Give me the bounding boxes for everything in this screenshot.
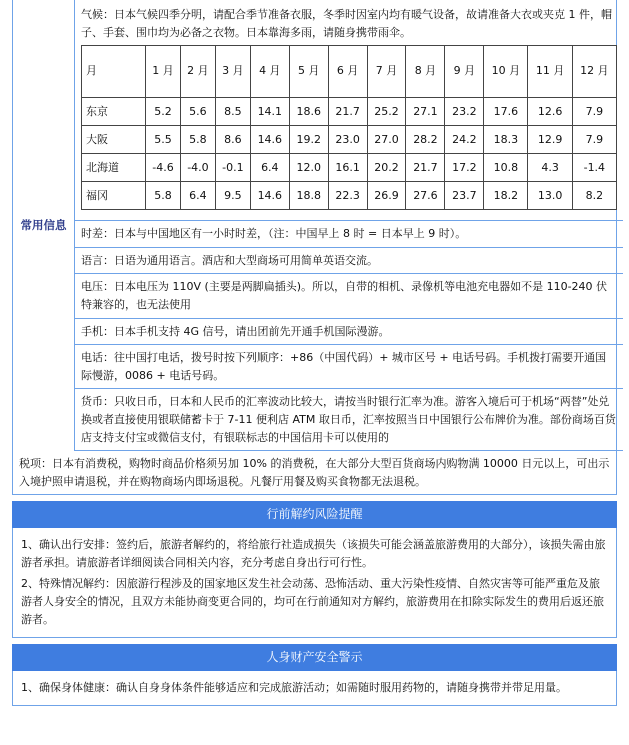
temperature-cell: 27.6 (406, 182, 445, 210)
phone-row: 电话：往中国打电话，拨号时按下列顺序：+86（中国代码）+ 城市区号 + 电话号码。手机拨打需要开通国际慢游，0086 + 电话号码。 (75, 345, 623, 389)
temperature-cell: 23.0 (328, 126, 367, 154)
temperature-cell: 18.6 (289, 98, 328, 126)
temperature-cell: 23.2 (445, 98, 484, 126)
temperature-cell: 12.9 (528, 126, 572, 154)
table-corner: 月 (82, 46, 146, 98)
temperature-cell: 21.7 (406, 154, 445, 182)
temperature-cell: 8.2 (572, 182, 616, 210)
month-header: 6 月 (328, 46, 367, 98)
month-header: 11 月 (528, 46, 572, 98)
time-diff-row: 时差：日本与中国地区有一小时时差，（注：中国早上 8 时 = 日本早上 9 时）。 (75, 221, 623, 248)
temperature-cell: 6.4 (250, 154, 289, 182)
temperature-cell: 17.2 (445, 154, 484, 182)
temperature-cell: 21.7 (328, 98, 367, 126)
temperature-cell: 14.1 (250, 98, 289, 126)
common-info-section (12, 0, 617, 451)
temperature-cell: 5.8 (180, 126, 215, 154)
tax-row: 税项：日本有消费税，购物时商品价格须另加 10% 的消费税，在大部分大型百货商场内购物满 10000 日元以上，可出示入境护照申请退税，并在购物商场内即场退税。凡餐厅用餐及购买食物都无法退税。 (12, 451, 617, 495)
language-row: 语言：日语为通用语言。酒店和大型商场可用简单英语交流。 (75, 248, 623, 275)
temperature-cell: 18.8 (289, 182, 328, 210)
month-header: 2 月 (180, 46, 215, 98)
temperature-cell: 26.9 (367, 182, 406, 210)
mobile-row: 手机：日本手机支持 4G 信号，请出团前先开通手机国际漫游。 (75, 319, 623, 346)
common-info-label: 常用信息 (13, 0, 75, 451)
cancellation-item: 1、确认出行安排：签约后，旅游者解约的，将给旅行社造成损失（该损失可能会涵盖旅游费用的大部分），该损失需由旅游者承担。请旅游者详细阅读合同相关内容，充分考虑自身出行可行性。 (21, 538, 606, 570)
temperature-cell: 14.6 (250, 126, 289, 154)
city-cell: 北海道 (82, 154, 146, 182)
temperature-cell: 27.1 (406, 98, 445, 126)
month-header: 8 月 (406, 46, 445, 98)
temperature-cell: 7.9 (572, 98, 616, 126)
temperature-cell: 10.8 (484, 154, 528, 182)
voltage-row: 电压：日本电压为 110V (主要是两脚扁插头)。所以，自带的相机、录像机等电池充电器如不是 110-240 伏特兼容的，也无法使用 (75, 274, 623, 318)
month-header: 5 月 (289, 46, 328, 98)
climate-table (81, 45, 617, 210)
temperature-cell: -4.6 (146, 154, 181, 182)
temperature-cell: 18.3 (484, 126, 528, 154)
climate-text: 气候：日本气候四季分明，请配合季节准备衣服，冬季时因室内均有暖气设备，故请准备大衣或夹克 1 件，帽子、手套、围巾均为必备之衣物。日本靠海多雨，请随身携带雨伞。 (81, 8, 612, 39)
temperature-cell: 12.6 (528, 98, 572, 126)
temperature-cell: 27.0 (367, 126, 406, 154)
temperature-cell: 6.4 (180, 182, 215, 210)
month-header: 9 月 (445, 46, 484, 98)
temperature-cell: 20.2 (367, 154, 406, 182)
temperature-cell: 22.3 (328, 182, 367, 210)
travel-info-page (12, 0, 617, 706)
table-row (82, 182, 617, 210)
temperature-cell: 5.5 (146, 126, 181, 154)
temperature-cell: 8.6 (215, 126, 250, 154)
month-header: 7 月 (367, 46, 406, 98)
temperature-cell: 17.6 (484, 98, 528, 126)
common-info-rows (75, 0, 623, 451)
temperature-cell: 12.0 (289, 154, 328, 182)
month-header: 10 月 (484, 46, 528, 98)
month-header: 1 月 (146, 46, 181, 98)
safety-body (12, 671, 617, 706)
safety-item: 1、确保身体健康：确认自身身体条件能够适应和完成旅游活动；如需随时服用药物的，请随身携带并带足用量。 (21, 681, 567, 695)
city-cell: 大阪 (82, 126, 146, 154)
temperature-cell: 19.2 (289, 126, 328, 154)
city-cell: 福冈 (82, 182, 146, 210)
safety-title: 人身财产安全警示 (12, 644, 617, 671)
temperature-cell: 18.2 (484, 182, 528, 210)
city-cell: 东京 (82, 98, 146, 126)
temperature-cell: 9.5 (215, 182, 250, 210)
temperature-cell: 24.2 (445, 126, 484, 154)
temperature-cell: 14.6 (250, 182, 289, 210)
temperature-cell: 28.2 (406, 126, 445, 154)
cancellation-title: 行前解约风险提醒 (12, 501, 617, 528)
temperature-cell: 5.2 (146, 98, 181, 126)
climate-row (75, 0, 623, 221)
temperature-cell: 8.5 (215, 98, 250, 126)
climate-table-body (82, 98, 617, 210)
month-header: 12 月 (572, 46, 616, 98)
temperature-cell: 16.1 (328, 154, 367, 182)
temperature-cell: -0.1 (215, 154, 250, 182)
table-row (82, 98, 617, 126)
temperature-cell: 4.3 (528, 154, 572, 182)
cancellation-item: 2、特殊情况解约：因旅游行程涉及的国家地区发生社会动荡、恐怖活动、重大污染性疫情、自然灾害等可能严重危及旅游者人身安全的情况，且双方未能协商变更合同的，均可在行前通知对方解约，旅游费用在扣除实际发生的费用后返还旅游者。 (21, 576, 604, 626)
temperature-cell: 23.7 (445, 182, 484, 210)
table-row (82, 126, 617, 154)
temperature-cell: -1.4 (572, 154, 616, 182)
cancellation-body (12, 528, 617, 638)
temperature-cell: 13.0 (528, 182, 572, 210)
temperature-cell: -4.0 (180, 154, 215, 182)
month-header: 3 月 (215, 46, 250, 98)
temperature-cell: 25.2 (367, 98, 406, 126)
temperature-cell: 7.9 (572, 126, 616, 154)
currency-row: 货币：只收日币，日本和人民币的汇率波动比较大，请按当时银行汇率为准。游客入境后可于机场“两替”处兑换或者直接使用银联储蓄卡于 7-11 便利店 ATM 取日币，汇率按照当日中国银行公布牌价为准。部份商场百货店支持支付宝或微信支付，有银联标志的中国信用卡可以使用的 (75, 389, 623, 451)
climate-table-header (82, 46, 617, 98)
table-row (82, 154, 617, 182)
temperature-cell: 5.8 (146, 182, 181, 210)
temperature-cell: 5.6 (180, 98, 215, 126)
month-header: 4 月 (250, 46, 289, 98)
